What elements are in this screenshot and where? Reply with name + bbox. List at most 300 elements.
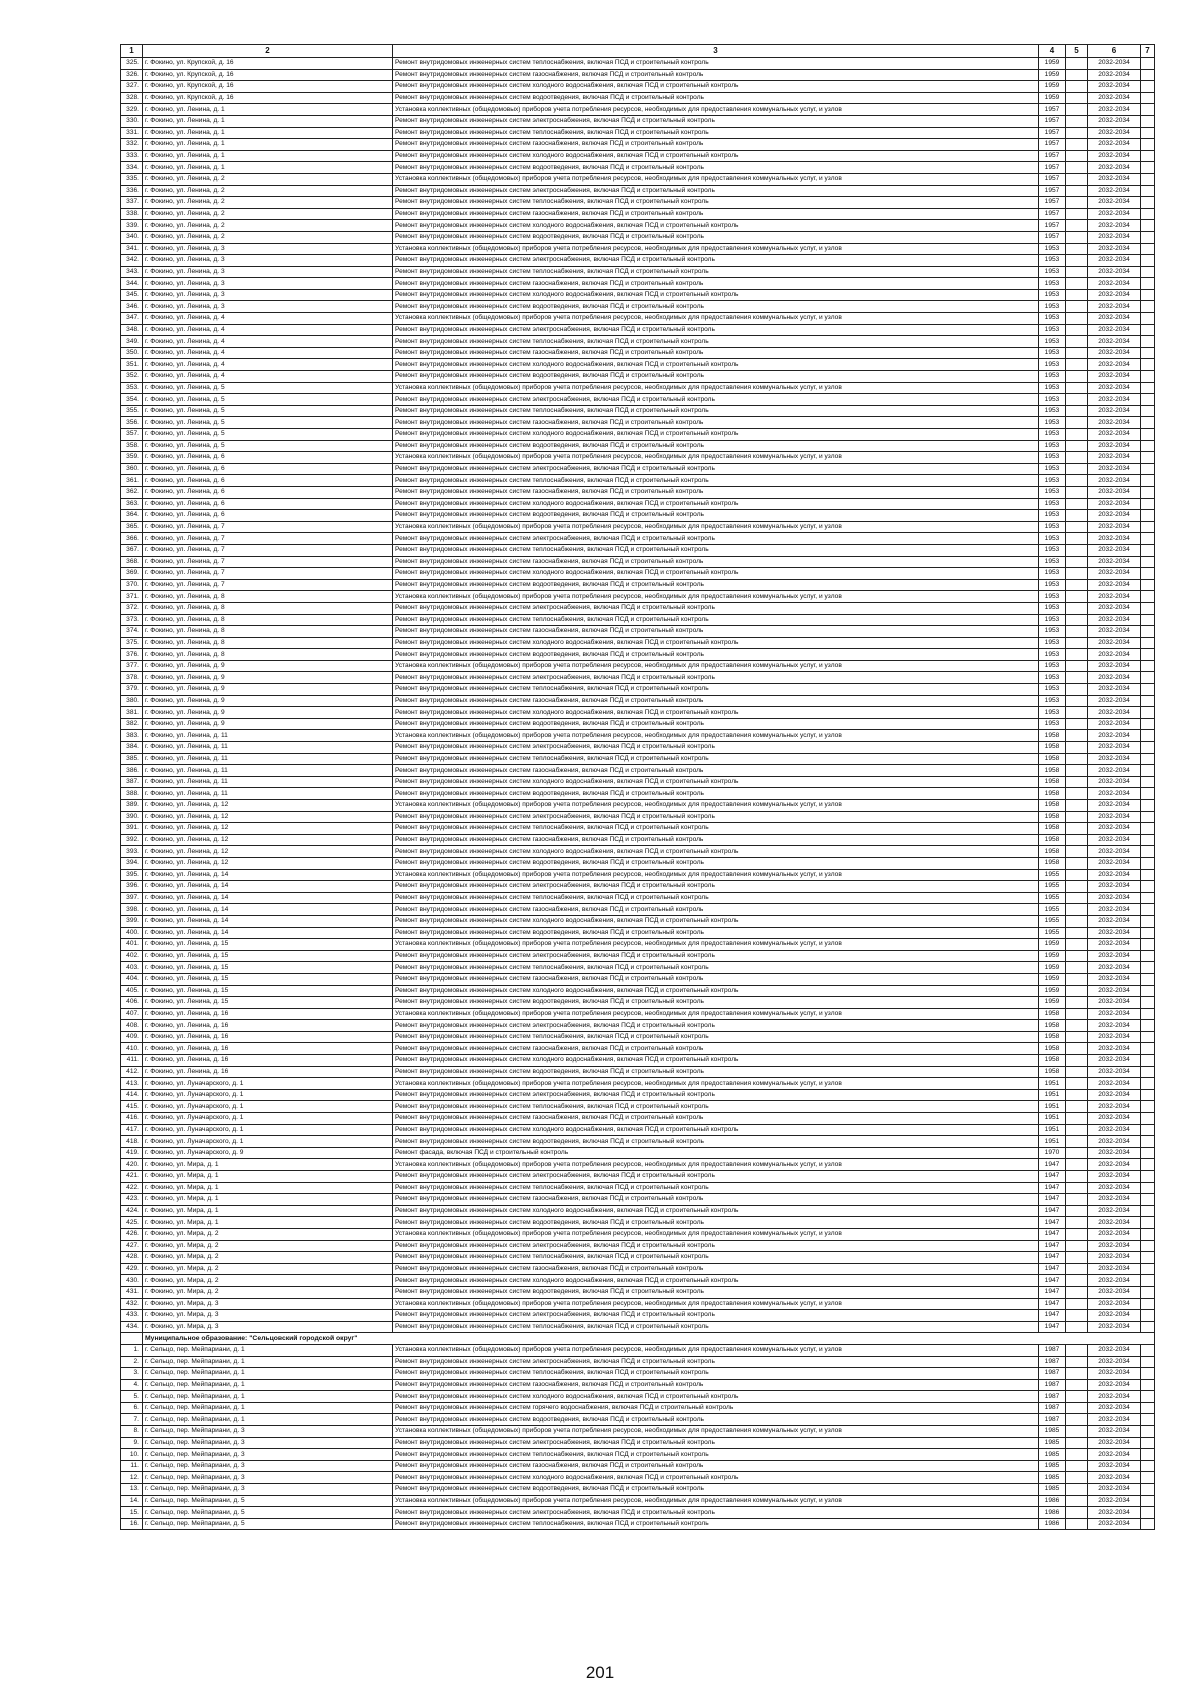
row-col-7 xyxy=(1141,336,1155,348)
row-address: г. Фокино, ул. Ленина, д. 6 xyxy=(143,475,393,487)
row-year-built: 1985 xyxy=(1039,1484,1066,1496)
row-period: 2032-2034 xyxy=(1088,1286,1141,1298)
row-number: 340. xyxy=(121,231,143,243)
row-period: 2032-2034 xyxy=(1088,1124,1141,1136)
row-year-built: 1947 xyxy=(1039,1240,1066,1252)
table-row xyxy=(121,1298,1155,1310)
row-period: 2032-2034 xyxy=(1088,1101,1141,1113)
row-period: 2032-2034 xyxy=(1088,452,1141,464)
row-col-7 xyxy=(1141,1379,1155,1391)
row-address: г. Фокино, ул. Ленина, д. 8 xyxy=(143,637,393,649)
row-col-5 xyxy=(1066,104,1088,116)
section-empty-cell xyxy=(121,1333,143,1345)
row-period: 2032-2034 xyxy=(1088,1426,1141,1438)
row-col-7 xyxy=(1141,521,1155,533)
row-year-built: 1958 xyxy=(1039,857,1066,869)
row-address: г. Фокино, ул. Мира, д. 1 xyxy=(143,1194,393,1206)
row-col-7 xyxy=(1141,371,1155,383)
row-year-built: 1959 xyxy=(1039,939,1066,951)
row-number: 2. xyxy=(121,1356,143,1368)
row-address: г. Фокино, ул. Ленина, д. 11 xyxy=(143,765,393,777)
row-year-built: 1953 xyxy=(1039,591,1066,603)
row-col-7 xyxy=(1141,1356,1155,1368)
row-year-built: 1947 xyxy=(1039,1217,1066,1229)
row-year-built: 1953 xyxy=(1039,405,1066,417)
row-number: 387. xyxy=(121,776,143,788)
row-col-5 xyxy=(1066,672,1088,684)
row-period: 2032-2034 xyxy=(1088,834,1141,846)
row-col-7 xyxy=(1141,104,1155,116)
row-work-type: Ремонт внутридомовых инженерных систем газоснабжения, включая ПСД и строительный контроль xyxy=(393,1043,1039,1055)
table-row xyxy=(121,985,1155,997)
row-number: 415. xyxy=(121,1101,143,1113)
row-period: 2032-2034 xyxy=(1088,440,1141,452)
row-col-7 xyxy=(1141,927,1155,939)
row-col-5 xyxy=(1066,1356,1088,1368)
row-year-built: 1958 xyxy=(1039,1020,1066,1032)
row-number: 325. xyxy=(121,58,143,70)
row-number: 3. xyxy=(121,1368,143,1380)
row-col-7 xyxy=(1141,881,1155,893)
table-row xyxy=(121,1240,1155,1252)
table-row xyxy=(121,289,1155,301)
row-address: г. Фокино, ул. Ленина, д. 1 xyxy=(143,150,393,162)
table-row xyxy=(121,997,1155,1009)
row-year-built: 1957 xyxy=(1039,115,1066,127)
row-period: 2032-2034 xyxy=(1088,614,1141,626)
row-work-type: Ремонт внутридомовых инженерных систем водоотведения, включая ПСД и строительный контроль xyxy=(393,1217,1039,1229)
row-col-7 xyxy=(1141,695,1155,707)
row-period: 2032-2034 xyxy=(1088,417,1141,429)
table-row xyxy=(121,707,1155,719)
row-number: 351. xyxy=(121,359,143,371)
row-year-built: 1953 xyxy=(1039,568,1066,580)
row-work-type: Ремонт внутридомовых инженерных систем холодного водоснабжения, включая ПСД и строительный контроль xyxy=(393,289,1039,301)
table-row xyxy=(121,1159,1155,1171)
row-number: 16. xyxy=(121,1518,143,1530)
row-address: г. Фокино, ул. Ленина, д. 4 xyxy=(143,347,393,359)
row-number: 423. xyxy=(121,1194,143,1206)
row-work-type: Ремонт внутридомовых инженерных систем холодного водоснабжения, включая ПСД и строительный контроль xyxy=(393,707,1039,719)
row-period: 2032-2034 xyxy=(1088,1321,1141,1333)
row-year-built: 1953 xyxy=(1039,382,1066,394)
row-col-5 xyxy=(1066,730,1088,742)
row-col-7 xyxy=(1141,834,1155,846)
table-row xyxy=(121,371,1155,383)
row-number: 429. xyxy=(121,1263,143,1275)
row-work-type: Установка коллективных (общедомовых) приборов учета потребления ресурсов, необходимых для предоставления коммунальных услуг, и узлов xyxy=(393,173,1039,185)
row-col-5 xyxy=(1066,81,1088,93)
table-row xyxy=(121,1136,1155,1148)
table-row xyxy=(121,440,1155,452)
row-col-5 xyxy=(1066,1275,1088,1287)
row-work-type: Ремонт внутридомовых инженерных систем газоснабжения, включая ПСД и строительный контроль xyxy=(393,765,1039,777)
row-year-built: 1953 xyxy=(1039,475,1066,487)
row-number: 357. xyxy=(121,429,143,441)
table-row xyxy=(121,92,1155,104)
row-period: 2032-2034 xyxy=(1088,1518,1141,1530)
row-number: 1. xyxy=(121,1344,143,1356)
row-address: г. Фокино, ул. Ленина, д. 7 xyxy=(143,579,393,591)
row-col-7 xyxy=(1141,231,1155,243)
row-work-type: Ремонт внутридомовых инженерных систем газоснабжения, включая ПСД и строительный контроль xyxy=(393,904,1039,916)
row-period: 2032-2034 xyxy=(1088,371,1141,383)
row-work-type: Ремонт внутридомовых инженерных систем газоснабжения, включая ПСД и строительный контроль xyxy=(393,973,1039,985)
row-number: 378. xyxy=(121,672,143,684)
table-row xyxy=(121,1263,1155,1275)
row-address: г. Фокино, ул. Ленина, д. 16 xyxy=(143,1008,393,1020)
row-work-type: Ремонт внутридомовых инженерных систем электроснабжения, включая ПСД и строительный контроль xyxy=(393,324,1039,336)
row-work-type: Ремонт внутридомовых инженерных систем теплоснабжения, включая ПСД и строительный контроль xyxy=(393,1252,1039,1264)
row-period: 2032-2034 xyxy=(1088,1043,1141,1055)
row-period: 2032-2034 xyxy=(1088,81,1141,93)
table-row xyxy=(121,115,1155,127)
table-row xyxy=(121,220,1155,232)
row-period: 2032-2034 xyxy=(1088,1484,1141,1496)
row-work-type: Ремонт внутридомовых инженерных систем газоснабжения, включая ПСД и строительный контроль xyxy=(393,347,1039,359)
row-period: 2032-2034 xyxy=(1088,1020,1141,1032)
row-period: 2032-2034 xyxy=(1088,707,1141,719)
row-work-type: Ремонт внутридомовых инженерных систем электроснабжения, включая ПСД и строительный контроль xyxy=(393,950,1039,962)
row-number: 425. xyxy=(121,1217,143,1229)
row-col-5 xyxy=(1066,417,1088,429)
row-number: 419. xyxy=(121,1147,143,1159)
row-year-built: 1947 xyxy=(1039,1159,1066,1171)
row-address: г. Фокино, ул. Ленина, д. 1 xyxy=(143,115,393,127)
row-work-type: Ремонт внутридомовых инженерных систем водоотведения, включая ПСД и строительный контроль xyxy=(393,371,1039,383)
row-period: 2032-2034 xyxy=(1088,637,1141,649)
row-work-type: Ремонт внутридомовых инженерных систем электроснабжения, включая ПСД и строительный контроль xyxy=(393,881,1039,893)
row-year-built: 1985 xyxy=(1039,1472,1066,1484)
row-address: г. Фокино, ул. Ленина, д. 14 xyxy=(143,904,393,916)
table-row xyxy=(121,857,1155,869)
row-period: 2032-2034 xyxy=(1088,324,1141,336)
row-number: 390. xyxy=(121,811,143,823)
table-row xyxy=(121,753,1155,765)
row-col-5 xyxy=(1066,718,1088,730)
row-work-type: Ремонт внутридомовых инженерных систем водоотведения, включая ПСД и строительный контроль xyxy=(393,1286,1039,1298)
row-address: г. Фокино, ул. Ленина, д. 14 xyxy=(143,881,393,893)
row-work-type: Ремонт внутридомовых инженерных систем водоотведения, включая ПСД и строительный контроль xyxy=(393,579,1039,591)
row-col-5 xyxy=(1066,962,1088,974)
row-year-built: 1957 xyxy=(1039,127,1066,139)
row-period: 2032-2034 xyxy=(1088,1217,1141,1229)
row-number: 396. xyxy=(121,881,143,893)
row-work-type: Ремонт внутридомовых инженерных систем холодного водоснабжения, включая ПСД и строительный контроль xyxy=(393,776,1039,788)
row-year-built: 1959 xyxy=(1039,962,1066,974)
row-col-7 xyxy=(1141,649,1155,661)
row-address: г. Сельцо, пер. Мейпариани, д. 3 xyxy=(143,1426,393,1438)
row-work-type: Ремонт внутридомовых инженерных систем теплоснабжения, включая ПСД и строительный контроль xyxy=(393,127,1039,139)
row-period: 2032-2034 xyxy=(1088,510,1141,522)
row-work-type: Ремонт внутридомовых инженерных систем водоотведения, включая ПСД и строительный контроль xyxy=(393,857,1039,869)
row-year-built: 1958 xyxy=(1039,1008,1066,1020)
row-address: г. Фокино, ул. Мира, д. 1 xyxy=(143,1217,393,1229)
row-work-type: Ремонт внутридомовых инженерных систем газоснабжения, включая ПСД и строительный контроль xyxy=(393,486,1039,498)
table-row xyxy=(121,173,1155,185)
row-col-5 xyxy=(1066,834,1088,846)
row-col-7 xyxy=(1141,92,1155,104)
row-col-5 xyxy=(1066,742,1088,754)
row-year-built: 1953 xyxy=(1039,371,1066,383)
row-period: 2032-2034 xyxy=(1088,997,1141,1009)
row-col-5 xyxy=(1066,405,1088,417)
row-address: г. Фокино, ул. Ленина, д. 1 xyxy=(143,127,393,139)
row-col-5 xyxy=(1066,1205,1088,1217)
row-address: г. Фокино, ул. Ленина, д. 16 xyxy=(143,1066,393,1078)
row-address: г. Фокино, ул. Ленина, д. 9 xyxy=(143,695,393,707)
row-col-7 xyxy=(1141,1136,1155,1148)
row-year-built: 1959 xyxy=(1039,985,1066,997)
row-work-type: Ремонт внутридомовых инженерных систем водоотведения, включая ПСД и строительный контроль xyxy=(393,162,1039,174)
table-row xyxy=(121,1356,1155,1368)
header-col-2: 2 xyxy=(143,45,393,58)
row-col-5 xyxy=(1066,881,1088,893)
row-work-type: Ремонт внутридомовых инженерных систем электроснабжения, включая ПСД и строительный контроль xyxy=(393,533,1039,545)
row-address: г. Фокино, ул. Ленина, д. 12 xyxy=(143,823,393,835)
table-row xyxy=(121,649,1155,661)
row-col-5 xyxy=(1066,1263,1088,1275)
row-col-5 xyxy=(1066,649,1088,661)
row-period: 2032-2034 xyxy=(1088,1078,1141,1090)
row-work-type: Установка коллективных (общедомовых) приборов учета потребления ресурсов, необходимых для предоставления коммунальных услуг, и узлов xyxy=(393,104,1039,116)
row-work-type: Установка коллективных (общедомовых) приборов учета потребления ресурсов, необходимых для предоставления коммунальных услуг, и узлов xyxy=(393,660,1039,672)
row-work-type: Ремонт внутридомовых инженерных систем теплоснабжения, включая ПСД и строительный контроль xyxy=(393,753,1039,765)
row-address: г. Фокино, ул. Мира, д. 2 xyxy=(143,1228,393,1240)
row-period: 2032-2034 xyxy=(1088,255,1141,267)
row-work-type: Ремонт внутридомовых инженерных систем водоотведения, включая ПСД и строительный контроль xyxy=(393,718,1039,730)
row-number: 399. xyxy=(121,915,143,927)
row-col-5 xyxy=(1066,1113,1088,1125)
table-row xyxy=(121,208,1155,220)
row-year-built: 1947 xyxy=(1039,1171,1066,1183)
row-year-built: 1953 xyxy=(1039,521,1066,533)
row-period: 2032-2034 xyxy=(1088,359,1141,371)
row-period: 2032-2034 xyxy=(1088,1263,1141,1275)
row-address: г. Фокино, ул. Луначарского, д. 9 xyxy=(143,1147,393,1159)
table-row xyxy=(121,359,1155,371)
row-address: г. Фокино, ул. Мира, д. 3 xyxy=(143,1321,393,1333)
row-work-type: Ремонт внутридомовых инженерных систем электроснабжения, включая ПСД и строительный контроль xyxy=(393,255,1039,267)
row-work-type: Ремонт внутридомовых инженерных систем теплоснабжения, включая ПСД и строительный контроль xyxy=(393,266,1039,278)
row-year-built: 1953 xyxy=(1039,463,1066,475)
row-col-5 xyxy=(1066,92,1088,104)
row-address: г. Фокино, ул. Ленина, д. 15 xyxy=(143,985,393,997)
row-col-7 xyxy=(1141,1391,1155,1403)
table-row xyxy=(121,1507,1155,1519)
row-col-5 xyxy=(1066,115,1088,127)
row-col-5 xyxy=(1066,1310,1088,1322)
row-col-7 xyxy=(1141,591,1155,603)
table-row xyxy=(121,197,1155,209)
table-row xyxy=(121,452,1155,464)
table-row xyxy=(121,904,1155,916)
row-number: 334. xyxy=(121,162,143,174)
row-col-5 xyxy=(1066,707,1088,719)
row-address: г. Фокино, ул. Крупской, д. 16 xyxy=(143,58,393,70)
row-work-type: Установка коллективных (общедомовых) приборов учета потребления ресурсов, необходимых для предоставления коммунальных услуг, и узлов xyxy=(393,869,1039,881)
row-period: 2032-2034 xyxy=(1088,486,1141,498)
row-col-7 xyxy=(1141,289,1155,301)
row-work-type: Ремонт внутридомовых инженерных систем газоснабжения, включая ПСД и строительный контроль xyxy=(393,1113,1039,1125)
row-number: 335. xyxy=(121,173,143,185)
row-number: 332. xyxy=(121,139,143,151)
row-work-type: Ремонт внутридомовых инженерных систем водоотведения, включая ПСД и строительный контроль xyxy=(393,997,1039,1009)
row-col-7 xyxy=(1141,846,1155,858)
row-work-type: Ремонт внутридомовых инженерных систем теплоснабжения, включая ПСД и строительный контроль xyxy=(393,823,1039,835)
row-period: 2032-2034 xyxy=(1088,429,1141,441)
row-col-7 xyxy=(1141,1020,1155,1032)
row-work-type: Установка коллективных (общедомовых) приборов учета потребления ресурсов, необходимых для предоставления коммунальных услуг, и узлов xyxy=(393,243,1039,255)
row-col-5 xyxy=(1066,973,1088,985)
row-period: 2032-2034 xyxy=(1088,1344,1141,1356)
table-row xyxy=(121,811,1155,823)
table-row xyxy=(121,324,1155,336)
row-col-7 xyxy=(1141,1008,1155,1020)
row-period: 2032-2034 xyxy=(1088,1472,1141,1484)
row-number: 400. xyxy=(121,927,143,939)
row-col-7 xyxy=(1141,765,1155,777)
row-number: 406. xyxy=(121,997,143,1009)
row-col-7 xyxy=(1141,718,1155,730)
row-work-type: Ремонт внутридомовых инженерных систем газоснабжения, включая ПСД и строительный контроль xyxy=(393,1460,1039,1472)
row-period: 2032-2034 xyxy=(1088,892,1141,904)
row-number: 394. xyxy=(121,857,143,869)
row-number: 11. xyxy=(121,1460,143,1472)
table-row xyxy=(121,915,1155,927)
row-col-5 xyxy=(1066,800,1088,812)
row-address: г. Фокино, ул. Луначарского, д. 1 xyxy=(143,1078,393,1090)
row-col-5 xyxy=(1066,289,1088,301)
row-address: г. Фокино, ул. Ленина, д. 5 xyxy=(143,405,393,417)
row-period: 2032-2034 xyxy=(1088,1089,1141,1101)
row-number: 417. xyxy=(121,1124,143,1136)
row-col-7 xyxy=(1141,1113,1155,1125)
row-col-5 xyxy=(1066,498,1088,510)
row-number: 12. xyxy=(121,1472,143,1484)
header-col-5: 5 xyxy=(1066,45,1088,58)
row-address: г. Сельцо, пер. Мейпариани, д. 3 xyxy=(143,1437,393,1449)
row-col-5 xyxy=(1066,753,1088,765)
row-number: 385. xyxy=(121,753,143,765)
row-address: г. Фокино, ул. Ленина, д. 16 xyxy=(143,1020,393,1032)
row-work-type: Ремонт внутридомовых инженерных систем холодного водоснабжения, включая ПСД и строительный контроль xyxy=(393,81,1039,93)
column-number-header-row xyxy=(121,45,1155,58)
table-row xyxy=(121,776,1155,788)
table-row xyxy=(121,800,1155,812)
table-row xyxy=(121,1391,1155,1403)
row-col-7 xyxy=(1141,1159,1155,1171)
row-address: г. Фокино, ул. Ленина, д. 5 xyxy=(143,394,393,406)
row-col-5 xyxy=(1066,997,1088,1009)
row-col-7 xyxy=(1141,939,1155,951)
row-col-5 xyxy=(1066,684,1088,696)
row-col-7 xyxy=(1141,776,1155,788)
row-col-5 xyxy=(1066,1252,1088,1264)
row-period: 2032-2034 xyxy=(1088,1055,1141,1067)
row-col-7 xyxy=(1141,1310,1155,1322)
row-address: г. Фокино, ул. Крупской, д. 16 xyxy=(143,92,393,104)
row-work-type: Ремонт внутридомовых инженерных систем холодного водоснабжения, включая ПСД и строительный контроль xyxy=(393,568,1039,580)
row-year-built: 1959 xyxy=(1039,58,1066,70)
row-period: 2032-2034 xyxy=(1088,1298,1141,1310)
row-col-5 xyxy=(1066,69,1088,81)
table-row xyxy=(121,486,1155,498)
row-address: г. Фокино, ул. Ленина, д. 3 xyxy=(143,278,393,290)
row-number: 363. xyxy=(121,498,143,510)
row-year-built: 1947 xyxy=(1039,1298,1066,1310)
row-number: 328. xyxy=(121,92,143,104)
row-address: г. Сельцо, пер. Мейпариани, д. 3 xyxy=(143,1449,393,1461)
row-work-type: Ремонт внутридомовых инженерных систем электроснабжения, включая ПСД и строительный контроль xyxy=(393,394,1039,406)
row-period: 2032-2034 xyxy=(1088,498,1141,510)
row-period: 2032-2034 xyxy=(1088,1147,1141,1159)
row-work-type: Установка коллективных (общедомовых) приборов учета потребления ресурсов, необходимых для предоставления коммунальных услуг, и узлов xyxy=(393,800,1039,812)
row-col-7 xyxy=(1141,1414,1155,1426)
row-year-built: 1953 xyxy=(1039,660,1066,672)
table-row xyxy=(121,162,1155,174)
row-col-7 xyxy=(1141,869,1155,881)
row-col-5 xyxy=(1066,1437,1088,1449)
row-address: г. Фокино, ул. Луначарского, д. 1 xyxy=(143,1113,393,1125)
row-address: г. Фокино, ул. Ленина, д. 4 xyxy=(143,359,393,371)
row-address: г. Фокино, ул. Ленина, д. 1 xyxy=(143,104,393,116)
row-period: 2032-2034 xyxy=(1088,742,1141,754)
row-period: 2032-2034 xyxy=(1088,602,1141,614)
row-address: г. Фокино, ул. Ленина, д. 11 xyxy=(143,753,393,765)
row-address: г. Фокино, ул. Ленина, д. 14 xyxy=(143,915,393,927)
row-period: 2032-2034 xyxy=(1088,556,1141,568)
row-number: 420. xyxy=(121,1159,143,1171)
row-col-5 xyxy=(1066,1066,1088,1078)
row-work-type: Ремонт внутридомовых инженерных систем холодного водоснабжения, включая ПСД и строительный контроль xyxy=(393,985,1039,997)
row-col-7 xyxy=(1141,1518,1155,1530)
row-work-type: Ремонт внутридомовых инженерных систем газоснабжения, включая ПСД и строительный контроль xyxy=(393,278,1039,290)
table-row xyxy=(121,742,1155,754)
row-address: г. Сельцо, пер. Мейпариани, д. 5 xyxy=(143,1518,393,1530)
row-number: 358. xyxy=(121,440,143,452)
row-year-built: 1953 xyxy=(1039,324,1066,336)
row-address: г. Фокино, ул. Ленина, д. 3 xyxy=(143,301,393,313)
row-number: 10. xyxy=(121,1449,143,1461)
row-col-7 xyxy=(1141,394,1155,406)
row-period: 2032-2034 xyxy=(1088,173,1141,185)
row-period: 2032-2034 xyxy=(1088,881,1141,893)
row-work-type: Ремонт внутридомовых инженерных систем теплоснабжения, включая ПСД и строительный контроль xyxy=(393,614,1039,626)
row-work-type: Ремонт внутридомовых инженерных систем теплоснабжения, включая ПСД и строительный контроль xyxy=(393,405,1039,417)
row-work-type: Ремонт внутридомовых инженерных систем электроснабжения, включая ПСД и строительный контроль xyxy=(393,811,1039,823)
row-year-built: 1947 xyxy=(1039,1182,1066,1194)
row-number: 431. xyxy=(121,1286,143,1298)
table-row xyxy=(121,788,1155,800)
row-period: 2032-2034 xyxy=(1088,139,1141,151)
row-col-7 xyxy=(1141,544,1155,556)
row-address: г. Фокино, ул. Ленина, д. 4 xyxy=(143,313,393,325)
table-row xyxy=(121,927,1155,939)
row-address: г. Фокино, ул. Ленина, д. 8 xyxy=(143,626,393,638)
row-col-7 xyxy=(1141,81,1155,93)
row-col-5 xyxy=(1066,336,1088,348)
row-work-type: Ремонт внутридомовых инженерных систем водоотведения, включая ПСД и строительный контроль xyxy=(393,1066,1039,1078)
row-work-type: Ремонт внутридомовых инженерных систем водоотведения, включая ПСД и строительный контроль xyxy=(393,1414,1039,1426)
row-period: 2032-2034 xyxy=(1088,973,1141,985)
row-year-built: 1958 xyxy=(1039,1031,1066,1043)
row-col-7 xyxy=(1141,510,1155,522)
row-year-built: 1986 xyxy=(1039,1518,1066,1530)
row-work-type: Ремонт внутридомовых инженерных систем электроснабжения, включая ПСД и строительный контроль xyxy=(393,742,1039,754)
row-period: 2032-2034 xyxy=(1088,220,1141,232)
row-col-7 xyxy=(1141,1101,1155,1113)
